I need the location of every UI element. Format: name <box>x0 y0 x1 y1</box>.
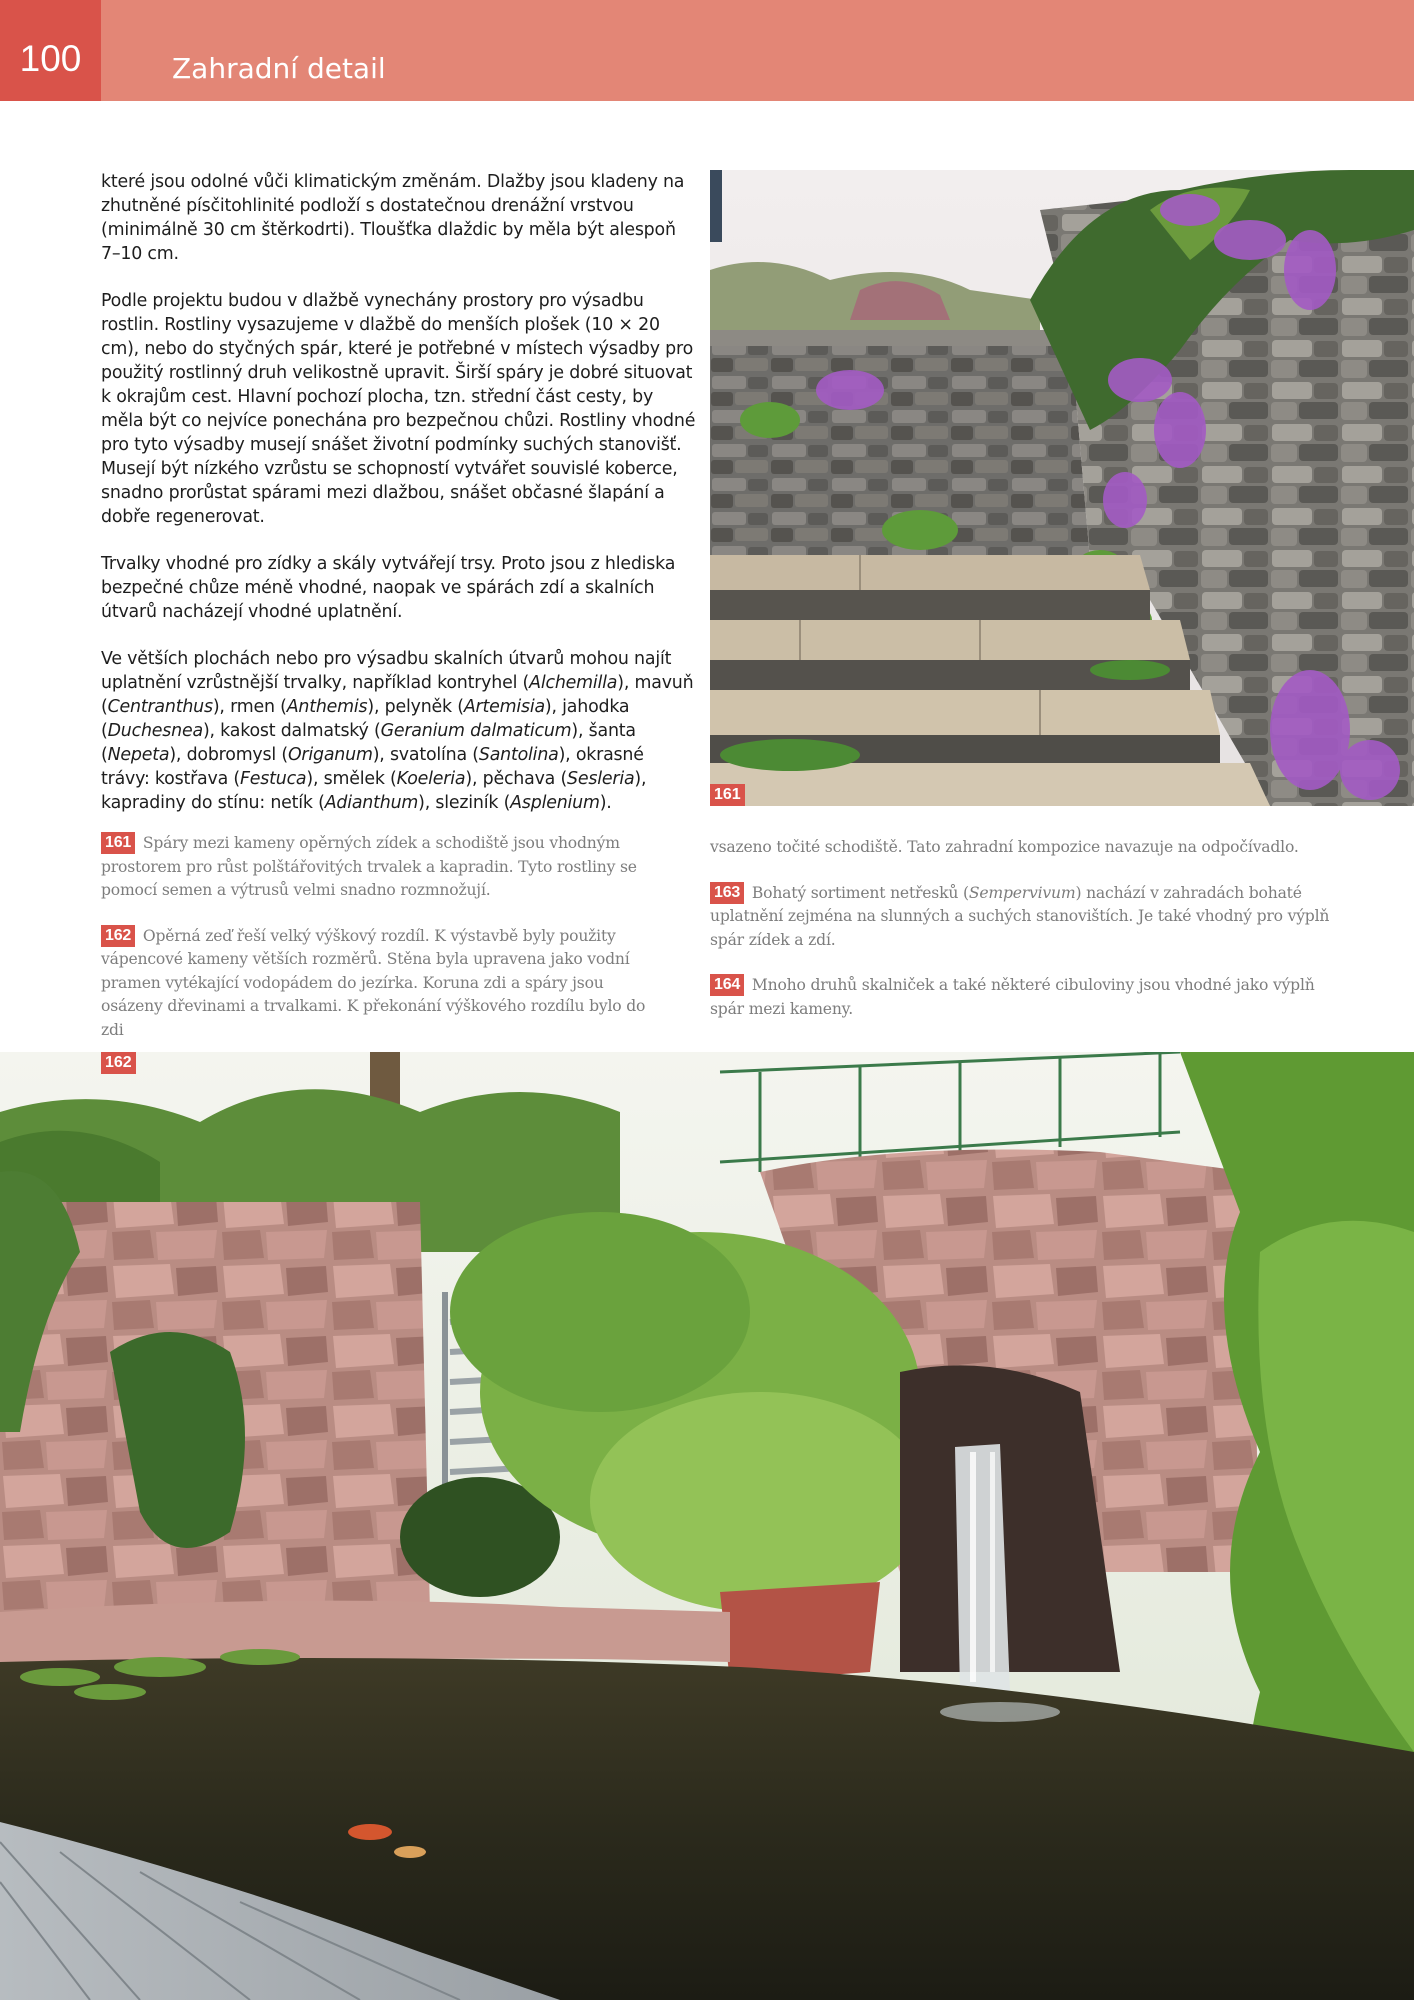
photo-stone-stairs <box>710 170 1414 806</box>
body-text <box>101 170 696 815</box>
caption-161: 161 Spáry mezi kameny opěrných zídek a schodiště jsou vhodným prostorem pro růst polštářovitých trvalek a kapradin. Tyto rostliny se pomocí semen a výtrusů velmi snadno rozmnožují. <box>101 834 637 899</box>
caption-163: 163 Bohatý sortiment netřesků (Sempervivum) nachází v zahradách bohaté uplatnění zejména na slunných a suchých stanovištích. Je také vhodný pro výplň spár zídek a zdí. <box>710 883 1330 949</box>
paragraph: které jsou odolné vůči klimatickým změnám. Dlažby jsou kladeny na zhutněné písčitohlinité podloží s dostatečnou drenážní vrstvou (minimálně 30 cm štěrkodrti). Tloušťka dlaždic by měla být alespoň 7–10 cm. <box>101 172 685 264</box>
caption-162-continued: vsazeno točité schodiště. Tato zahradní kompozice navazuje na odpočívadlo. <box>710 838 1299 856</box>
photo-garden-pond-waterfall <box>0 1052 1414 2000</box>
caption-164: 164 Mnoho druhů skalniček a také některé cibuloviny jsou vhodné jako výplň spár mezi kameny. <box>710 976 1315 1018</box>
caption-number-badge: 161 <box>101 832 135 854</box>
captions-left <box>101 832 661 1064</box>
chapter-title: Zahradní detail <box>172 52 386 85</box>
caption-number-badge: 162 <box>101 925 135 947</box>
figure-number-badge: 161 <box>710 784 745 806</box>
caption-162: 162 Opěrná zeď řeší velký výškový rozdíl. K výstavbě byly použity vápencové kameny větších rozměrů. Stěna byla upravena jako vodní pramen vytékající vodopádem do jezírka. Koruna zdi a spáry jsou osázeny dřevinami a trvalkami. K překonání výškového rozdílu bylo do zdi <box>101 926 646 1039</box>
paragraph: Podle projektu budou v dlažbě vynechány prostory pro výsadbu rostlin. Rostliny vysazujeme v dlažbě do menších plošek (10 × 20 cm), nebo do styčných spár, které je potřebné v místech výsadby pro použitý rostlinný druh velikostně upravit. Širší spáry je dobré situovat k okrajům cest. Hlavní pochozí plocha, tzn. střední část cesty, by měla být co nejvíce ponechána pro bezpečnou chůzi. Rostliny vhodné pro tyto výsadby musejí snášet životní podmínky suchých stanovišť. Musejí být nízkého vzrůstu se schopností vytvářet souvislé koberce, snadno prorůstat spárami mezi dlažbou, snášet občasné šlapání a dobře regenerovat. <box>101 291 696 527</box>
captions-right <box>710 836 1340 1043</box>
caption-number-badge: 164 <box>710 974 744 996</box>
paragraph: Trvalky vhodné pro zídky a skály vytvářejí trsy. Proto jsou z hlediska bezpečné chůze méně vhodné, naopak ve spárách zdí a skalních útvarů nacházejí vhodné uplatnění. <box>101 554 676 622</box>
page-header <box>0 0 1414 101</box>
pond-waterfall-illustration <box>0 1052 1414 2000</box>
stone-stairs-illustration <box>710 170 1414 806</box>
caption-number-badge: 163 <box>710 882 744 904</box>
paragraph-plant-list: Ve větších plochách nebo pro výsadbu skalních útvarů mohou najít uplatnění vzrůstnější trvalky, například kontryhel (Alchemilla), mavuň (Centranthus), rmen (Anthemis), pelyněk (Artemisia), jahodka (Duchesnea), kakost dalmatský (Geranium dalmaticum), šanta (Nepeta), dobromysl (Origanum), svatolína (Santolina), okrasné trávy: kostřava (Festuca), smělek (Koeleria), pěchava (Sesleria), kapradiny do stínu: netík (Adianthum), sleziník (Asplenium). <box>101 649 694 813</box>
page-number: 100 <box>0 0 101 101</box>
figure-number-badge: 162 <box>101 1052 136 1074</box>
